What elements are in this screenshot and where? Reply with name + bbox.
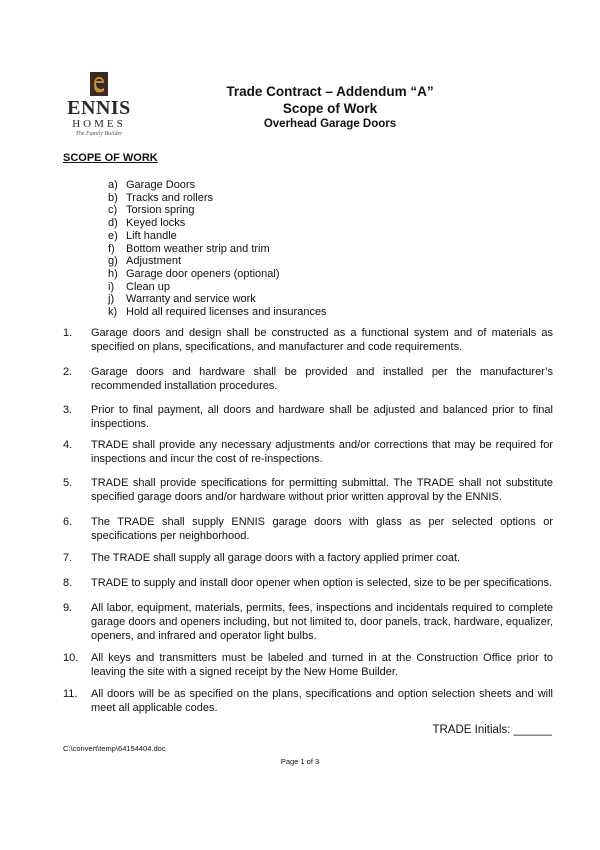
scope-item: f) Bottom weather strip and trim [108, 242, 270, 255]
scope-heading: SCOPE OF WORK [63, 152, 158, 164]
numbered-item: 7. The TRADE shall supply all garage doors with a factory applied primer coat. [63, 552, 461, 564]
scope-item: b) Tracks and rollers [108, 191, 214, 204]
logo-homes: HOMES [72, 118, 126, 130]
document-title: Trade Contract – Addendum “A” [226, 84, 434, 99]
numbered-item: 8. TRADE to supply and install door opener when option is selected, size to be per specifications. [63, 577, 553, 589]
scope-item: j) Warranty and service work [108, 293, 256, 306]
numbered-item: 4. TRADE shall provide any necessary adjustments and/or corrections that may be required for inspections and incur the cost of re-inspections. [63, 439, 553, 465]
scope-item: k) Hold all required licenses and insurances [108, 306, 327, 319]
numbered-item: 10. All keys and transmitters must be labeled and turned in at the Construction Office prior to leaving the site with a signed receipt by the New Home Builder. [63, 652, 553, 678]
numbered-item: 5. TRADE shall provide specifications for permitting submittal. The TRADE shall not substitute specified garage doors and/or hardware without prior written approval by the ENNIS. [63, 477, 553, 503]
logo-wordmark: ENNIS [67, 97, 131, 119]
ennis-homes-logo [58, 68, 140, 144]
numbered-item: 1. Garage doors and design shall be constructed as a functional system and of materials as specified on plans, specifications, and manufacturer and code requirements. [63, 327, 553, 353]
numbered-item: 2. Garage doors and hardware shall be provided and installed per the manufacturer’s recommended installation procedures. [63, 366, 553, 392]
numbered-item: 6. The TRADE shall supply ENNIS garage doors with glass as per selected options or specifications per neighborhood. [63, 516, 553, 542]
numbered-item: 11. All doors will be as specified on the plans, specifications and option selection sheets and will meet all applicable codes. [63, 688, 553, 714]
file-path: C:\convert\temp\64154404.doc [63, 744, 166, 753]
scope-item: i) Clean up [108, 280, 171, 293]
document-subject: Overhead Garage Doors [263, 118, 397, 130]
document-subtitle: Scope of Work [282, 101, 378, 116]
numbered-item: 3. Prior to final payment, all doors and hardware shall be adjusted and balanced prior to final inspections. [63, 404, 553, 430]
ennis-e-emblem-icon [58, 68, 140, 98]
numbered-item: 9. All labor, equipment, materials, permits, fees, inspections and incidentals required to complete garage doors and openers including, but not limited to, door panels, track, hardware, equalizer, openers, and infrared and operator light bulbs. [63, 602, 553, 642]
scope-item: g) Adjustment [108, 255, 182, 268]
scope-list [108, 179, 327, 319]
logo-tagline: The Family Builder [75, 131, 123, 137]
scope-item: a) Garage Doors [108, 179, 196, 191]
page-number: Page 1 of 3 [280, 757, 320, 766]
scope-item: e) Lift handle [108, 229, 177, 242]
scope-item: d) Keyed locks [108, 217, 186, 230]
trade-initials: TRADE Initials: ______ [432, 724, 552, 736]
scope-item: h) Garage door openers (optional) [108, 267, 280, 280]
scope-item: c) Torsion spring [108, 204, 195, 217]
